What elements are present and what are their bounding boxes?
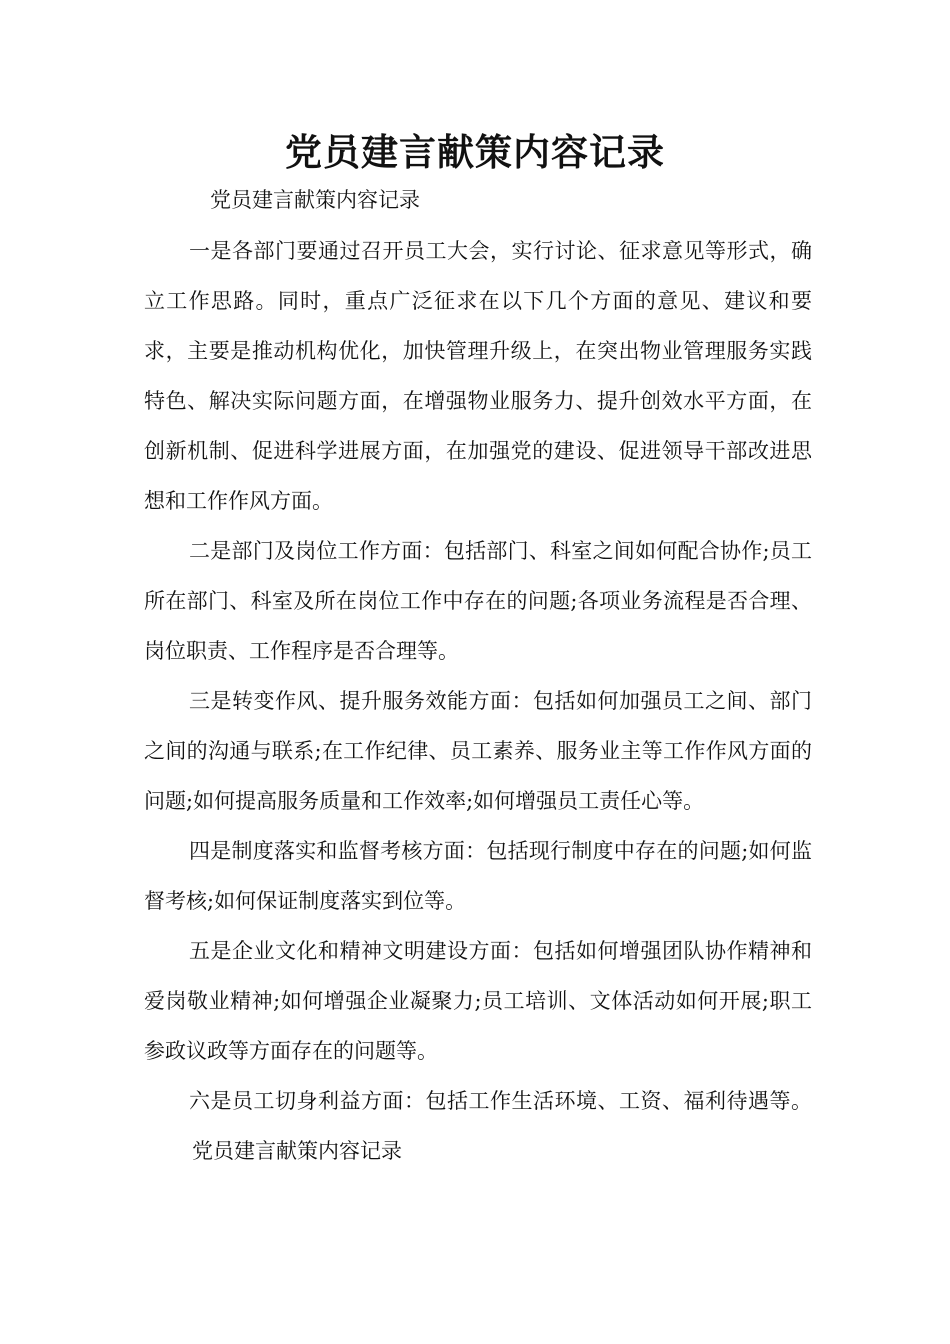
- paragraph-5: 五是企业文化和精神文明建设方面：包括如何增强团队协作精神和爱岗敬业精神;如何增强企业凝聚力;员工培训、文体活动如何开展;职工参政议政等方面存在的问题等。: [144, 939, 812, 1063]
- document-body: [144, 226, 812, 1176]
- paragraph-2: 二是部门及岗位工作方面：包括部门、科室之间如何配合协作;员工所在部门、科室及所在岗位工作中存在的问题;各项业务流程是否合理、岗位职责、工作程序是否合理等。: [144, 539, 812, 663]
- paragraph-6-text: 六是员工切身利益方面：包括工作生活环境、工资、福利待遇等。: [189, 1089, 812, 1113]
- paragraph-6: [144, 1076, 812, 1176]
- paragraph-3: 三是转变作风、提升服务效能方面：包括如何加强员工之间、部门之间的沟通与联系;在工作纪律、员工素养、服务业主等工作作风方面的问题;如何提高服务质量和工作效率;如何增强员工责任心等。: [144, 689, 812, 813]
- document-subtitle: 党员建言献策内容记录: [210, 188, 420, 212]
- trailing-title: 党员建言献策内容记录: [192, 1139, 402, 1163]
- document-title: 党员建言献策内容记录: [285, 131, 665, 174]
- paragraph-4: 四是制度落实和监督考核方面：包括现行制度中存在的问题;如何监督考核;如何保证制度落实到位等。: [144, 839, 812, 913]
- paragraph-1: 一是各部门要通过召开员工大会，实行讨论、征求意见等形式，确立工作思路。同时，重点广泛征求在以下几个方面的意见、建议和要求，主要是推动机构优化，加快管理升级上，在突出物业管理服务实践特色、解决实际问题方面，在增强物业服务力、提升创效水平方面，在创新机制、促进科学进展方面，在加强党的建设、促进领导干部改进思想和工作作风方面。: [144, 239, 812, 513]
